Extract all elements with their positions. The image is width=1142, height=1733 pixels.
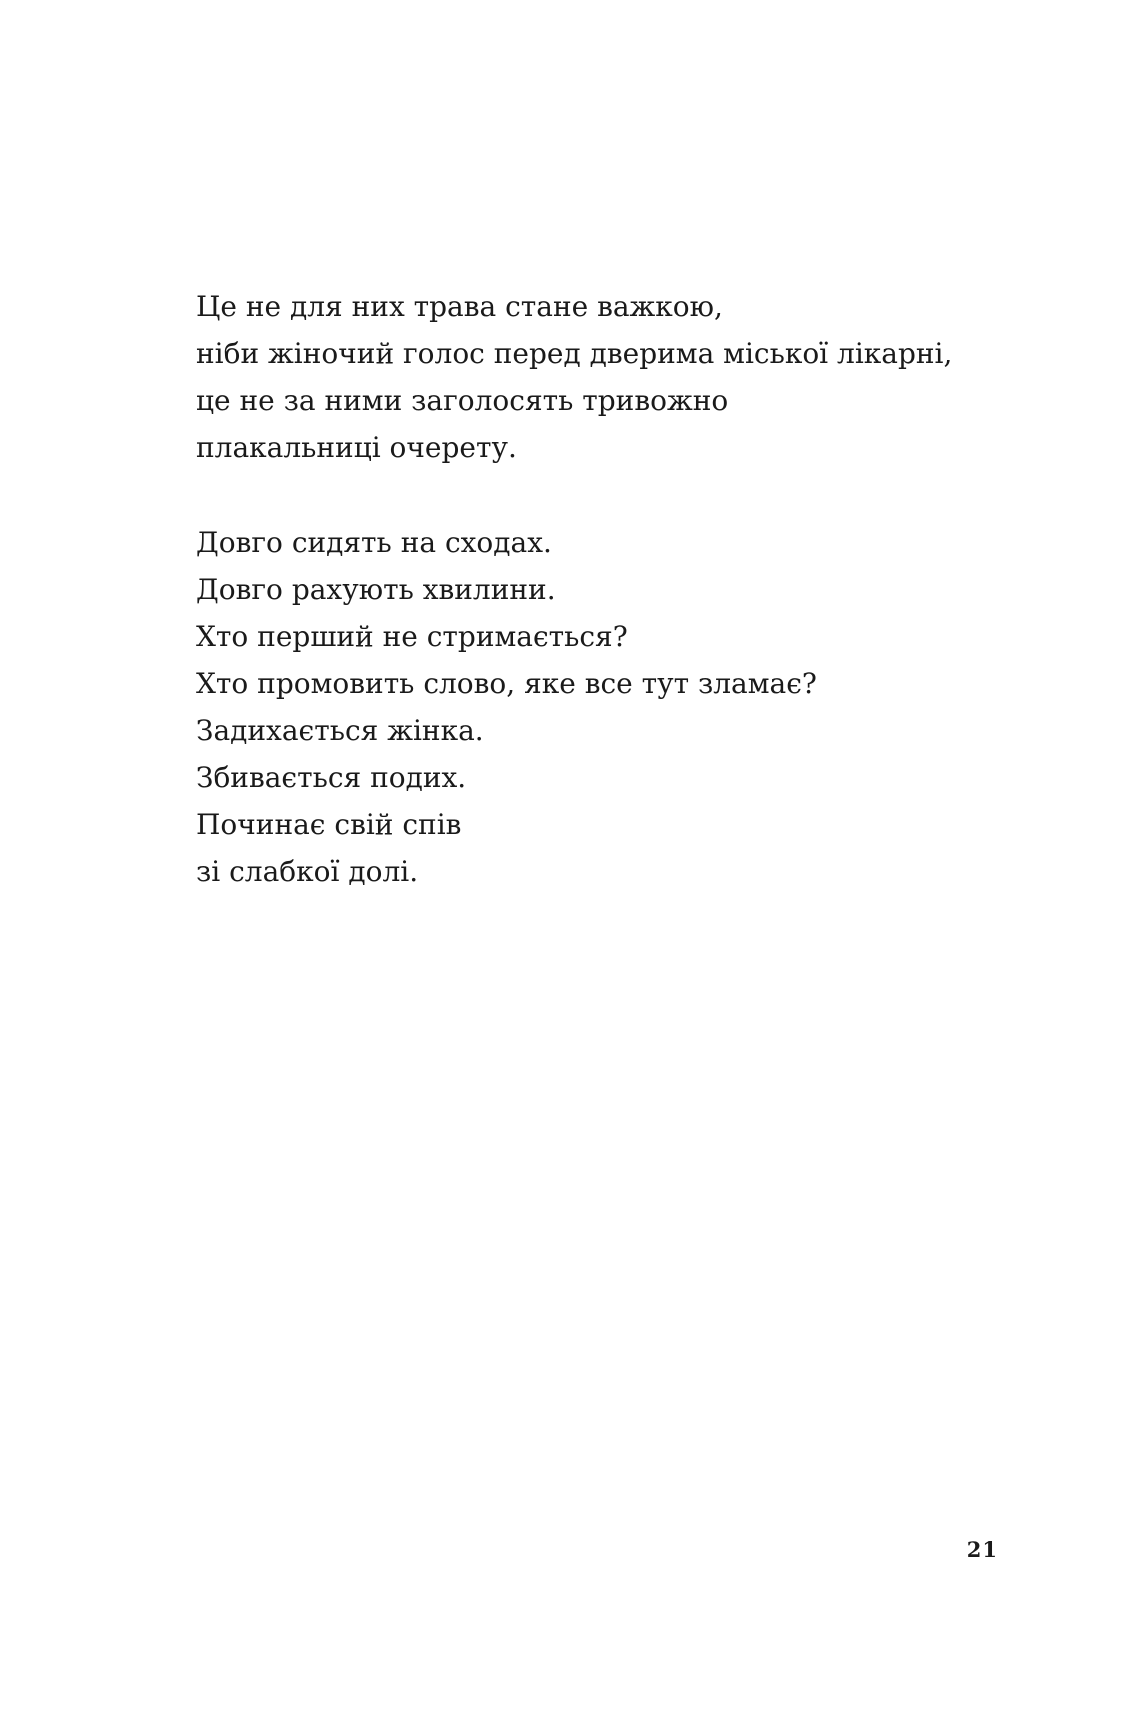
poem-line: це не за ними заголосять тривожно: [196, 384, 729, 417]
poem-line: Хто промовить слово, яке все тут зламає?: [196, 667, 817, 700]
poem-text: [196, 283, 996, 895]
stanza-1: [196, 283, 996, 471]
poem-line: ніби жіночий голос перед дверима міської лікарні,: [196, 337, 953, 370]
poem-line: Збивається подих.: [196, 761, 467, 794]
poem-line: Це не для них трава стане важкою,: [196, 290, 723, 323]
poem-line: плакальниці очерету.: [196, 431, 517, 464]
page-number: 21: [966, 1537, 998, 1562]
poem-line: Довго сидять на сходах.: [196, 526, 552, 559]
poem-line: Задихається жінка.: [196, 714, 484, 747]
poem-line: зі слабкої долі.: [196, 855, 419, 888]
poem-line: Починає свій спів: [196, 808, 462, 841]
stanza-2: [196, 519, 996, 895]
poem-line: Довго рахують хвилини.: [196, 573, 556, 606]
poem-line: Хто перший не стримається?: [196, 620, 628, 653]
